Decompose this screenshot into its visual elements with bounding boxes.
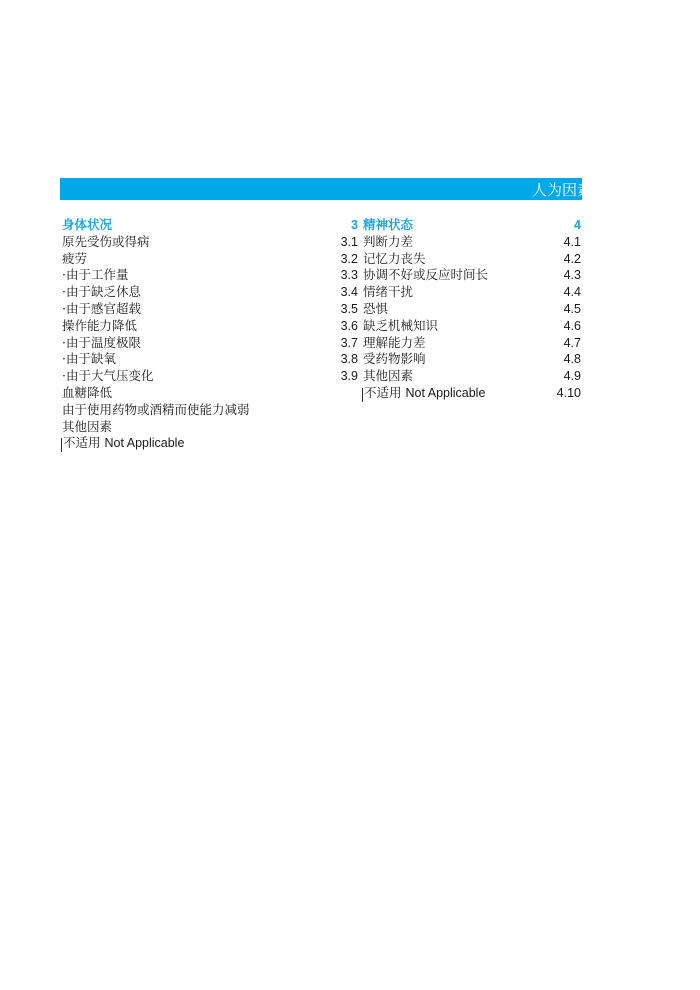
item-code: 3.6 (340, 318, 358, 333)
item-code: 3.4 (340, 285, 358, 300)
item-label: 其他因素 (363, 368, 414, 384)
heading-label: 精神状态 (363, 217, 414, 232)
heading-code: 3 (351, 218, 358, 232)
text-cursor (61, 438, 62, 452)
list-item[interactable] (62, 351, 358, 368)
item-code: 4.5 (563, 301, 581, 316)
list-item[interactable] (62, 267, 358, 284)
item-code: 4.6 (563, 318, 581, 333)
item-label: 血糖降低 (62, 384, 113, 400)
item-code: 3.2 (340, 251, 358, 266)
banner-title: 人为因素 (531, 181, 592, 199)
na-code: 4.10 (556, 385, 581, 400)
list-item[interactable] (363, 251, 581, 268)
item-code: 3.1 (340, 234, 358, 249)
list-item[interactable] (62, 318, 358, 335)
item-code: 4.2 (563, 251, 581, 266)
heading-code: 4 (574, 218, 581, 232)
mental-state-column (363, 217, 581, 402)
item-label: ·由于缺乏休息 (62, 284, 141, 300)
list-item[interactable] (363, 284, 581, 301)
not-applicable-cell[interactable] (363, 385, 581, 402)
item-label: 受药物影响 (363, 351, 426, 367)
item-label: 协调不好或反应时间长 (363, 267, 489, 283)
item-label: 缺乏机械知识 (363, 317, 439, 333)
item-code: 4.1 (563, 234, 581, 249)
item-label: 理解能力差 (363, 334, 426, 350)
list-item[interactable] (363, 335, 581, 352)
item-code: 3.7 (340, 335, 358, 350)
list-item[interactable] (62, 402, 358, 419)
item-label: ·由于工作量 (62, 267, 129, 283)
item-code: 4.8 (563, 352, 581, 367)
na-zh: 不适用 (63, 435, 101, 451)
section-banner (60, 178, 592, 200)
item-label: 记忆力丧失 (363, 250, 426, 266)
item-code: 4.9 (563, 369, 581, 384)
item-code: 4.4 (563, 285, 581, 300)
na-en: Not Applicable (405, 385, 486, 400)
item-code: 3.3 (340, 268, 358, 283)
list-item[interactable] (62, 368, 358, 385)
list-item[interactable] (363, 318, 581, 335)
item-label: 判断力差 (363, 233, 414, 249)
not-applicable-cell[interactable] (62, 435, 358, 452)
list-item[interactable] (62, 335, 358, 352)
item-code: 3.5 (340, 301, 358, 316)
list-item[interactable] (363, 368, 581, 385)
na-zh: 不适用 (364, 384, 402, 400)
list-item[interactable] (62, 385, 358, 402)
list-item[interactable] (62, 419, 358, 436)
mental-state-heading (363, 217, 581, 234)
heading-label: 身体状况 (62, 217, 113, 232)
list-item[interactable] (363, 301, 581, 318)
list-item[interactable] (363, 267, 581, 284)
text-cursor (362, 388, 363, 402)
list-item[interactable] (363, 351, 581, 368)
item-label: 操作能力降低 (62, 317, 138, 333)
item-label: ·由于缺氧 (62, 351, 116, 367)
list-item[interactable] (62, 284, 358, 301)
item-label: 恐惧 (363, 300, 389, 316)
item-label: ·由于大气压变化 (62, 368, 154, 384)
list-item[interactable] (62, 251, 358, 268)
item-label: 原先受伤或得病 (62, 233, 150, 249)
list-item[interactable] (62, 301, 358, 318)
item-code: 4.3 (563, 268, 581, 283)
list-item[interactable] (363, 234, 581, 251)
item-code: 3.8 (340, 352, 358, 367)
item-label: ·由于感官超载 (62, 300, 141, 316)
item-label: 疲劳 (62, 250, 88, 266)
physical-condition-heading (62, 217, 358, 234)
item-code: 3.9 (340, 369, 358, 384)
item-label: ·由于温度极限 (62, 334, 141, 350)
item-label: 由于使用药物或酒精而使能力减弱 (62, 401, 250, 417)
list-item[interactable] (62, 234, 358, 251)
item-label: 其他因素 (62, 418, 113, 434)
item-code: 4.7 (563, 335, 581, 350)
na-en: Not Applicable (104, 436, 185, 451)
item-label: 情绪干扰 (363, 284, 414, 300)
physical-condition-column (62, 217, 358, 452)
